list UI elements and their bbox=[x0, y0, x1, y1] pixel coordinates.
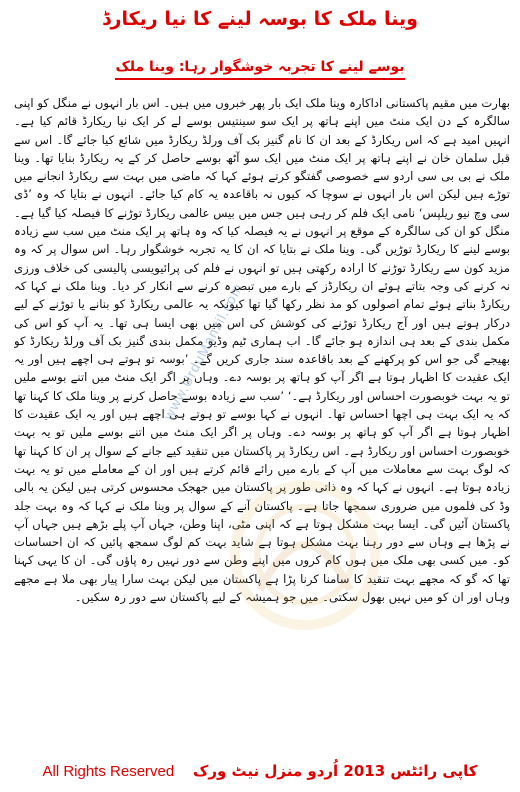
article-subtitle: بوسے لینے کا تجربہ خوشگوار رہا: وینا ملک bbox=[115, 57, 404, 80]
footer-rights: All Rights Reserved bbox=[42, 763, 175, 780]
subtitle-container bbox=[0, 56, 520, 80]
footer bbox=[0, 760, 520, 783]
article-title: وینا ملک کا بوسہ لینے کا نیا ریکارڈ bbox=[102, 8, 418, 30]
footer-copyright: کاپی رائٹس 2013 اُردو منزل نیٹ ورک bbox=[193, 762, 478, 780]
watermark-url: www.UrduManzil.com bbox=[160, 280, 246, 423]
article-body bbox=[14, 94, 510, 752]
article-paragraph: بھارت میں مقیم پاکستانی اداکارہ وینا ملک ایک بار پھر خبروں میں ہیں۔ اس بار انہوں نے منگل کو اپنی سالگرہ کے دن ایک منٹ میں اپنے ہاتھ پر ایک سو سینتیس بوسے لے کر ایک نیا ریکارڈ قائم کیا ہے۔ انہیں امید ہے کہ اس ریکارڈ کے بعد ان کا نام گنیز بک آف ورلڈ ریکارڈ میں شائع کیا جائے گا۔ اس سے قبل سلمان خان نے اپنے ہاتھ پر ایک منٹ میں ایک سو آٹھ بوسے حاصل کر کے یہ ریکارڈ بنایا تھا۔ وینا ملک نے بی بی سی اردو سے خصوصی گفتگو کرتے ہوئے کہا کہ ماضی میں بہت سے ریکارڈ انجانے میں توڑے ہیں لیکن اس بار انہوں نے سوچا کہ کیوں نہ باقاعدہ یہ کام کیا جائے۔ انہوں نے بتایا کہ وہ ’ڈی سی وچ نیو ریلپس‘ نامی ایک فلم کر رہی ہیں جس میں بیس عالمی ریکارڈ توڑنے کا فیصلہ کیا گیا ہے۔ منگل کو ان کی سالگرہ کے موقع پر انہوں نے یہ فیصلہ کیا کہ وہ ہاتھ پر ایک منٹ میں سب سے زیادہ بوسے لینے کا ریکارڈ توڑیں گی۔ وینا ملک نے بتایا کہ ان کا یہ تجربہ خوشگوار رہا۔ اس سوال پر کہ وہ مزید کون سے ریکارڈ توڑنے کا ارادہ رکھتی ہیں تو انہوں نے فلم کی پرائیویسی پالیسی کی خلاف ورزی نہ کرنے کی وجہ بتاتے ہوئے ان ریکارڈز کے بارے میں تبصرہ کرنے سے انکار کر دیا۔ وینا ملک نے کہا کہ ریکارڈ بناتے ہوئے تمام اصولوں کو مد نظر رکھا گیا تھا کیونکہ یہ عالمی ریکارڈ کو بنانے یا توڑنے کے لیے درکار ہوتے ہیں اور آج ریکارڈ توڑنے کی کوشش کی اس میں بھی ایسا ہی تھا۔ یہ آپ کو اس کی مکمل بندی کے بعد ہی اندازہ ہو جائے گا۔ اب ہماری ٹیم وڈیو مکمل بندی گنیز بک آف ورلڈ ریکارڈ کو بھیجے گی جو اس کو پرکھنے کے بعد باقاعدہ سند جاری کریں گے۔ ’بوسہ تو ہوتے ہی اچھے ہیں اور یہ ایک عقیدت کا اظہار ہوتا ہے اگر آپ کو ہاتھ پر بوسہ دے۔ وہاں پر اگر ایک منٹ میں اتنے بوسے ملیں تو یہ بہت خوبصورت احساس اور ریکارڈ ہے۔‘ ’سب سے زیادہ بوسے حاصل کرنے پر وینا ملک کا کہنا تھا کہ یہ ایک بہت ہی اچھا احساس تھا۔ انہوں نے کہا بوسے تو ہوتے ہی اچھے ہیں اور یہ ایک عقیدت کا اظہار ہوتا ہے اگر آپ کو ہاتھ پر بوسہ دے۔ وہاں پر اگر ایک منٹ میں اتنے بوسے ملیں تو یہ بہت خوبصورت احساس اور ریکارڈ ہے۔ اس ریکارڈ پر پاکستان میں تنقید کیے جانے کے سوال پر ان کا کہنا تھا کہ لوگ بہت سے معاملات میں آپ کے بارے میں رائے قائم کرتے ہیں اور ان کے معاملے میں تو یہ بہت زیادہ ہوتا ہے۔ انہوں نے کہا کہ وہ ذاتی طور پر پاکستان میں جھجک محسوس کرتی ہیں لیکن یہ بالی وڈ کی فلموں میں ضروری سمجھا جاتا ہے۔ پاکستان آنے کے سوال پر وینا ملک نے کہا کہ وہ بہت جلد پاکستان آئیں گی۔ ایسا بہت مشکل ہوتا ہے کہ اپنی مٹی، اپنا وطن، جہاں آپ پلے بڑھے ہیں جہاں آپ نے پڑھا ہے وہاں سے دور رہنا بہت مشکل ہوتا ہے شاید بہت کم لوگ سمجھ پائیں کہ ان احساسات کو۔ میں کسی بھی ملک میں ہوں کام کروں میں اپنے وطن سے دور نہیں رہ پاؤں گی۔ ان کا یہی کہنا تھا کہ گو کہ مجھے بہت تنقید کا سامنا کرنا پڑا ہے پاکستان میں لیکن بہت سارا پیار بھی ملا ہے مجھے وہاں اور ان کو میں نہیں بھول سکتی۔ میں جو ہمیشہ کے لیے پاکستان سے دور رہ سکیں۔ bbox=[14, 96, 510, 605]
